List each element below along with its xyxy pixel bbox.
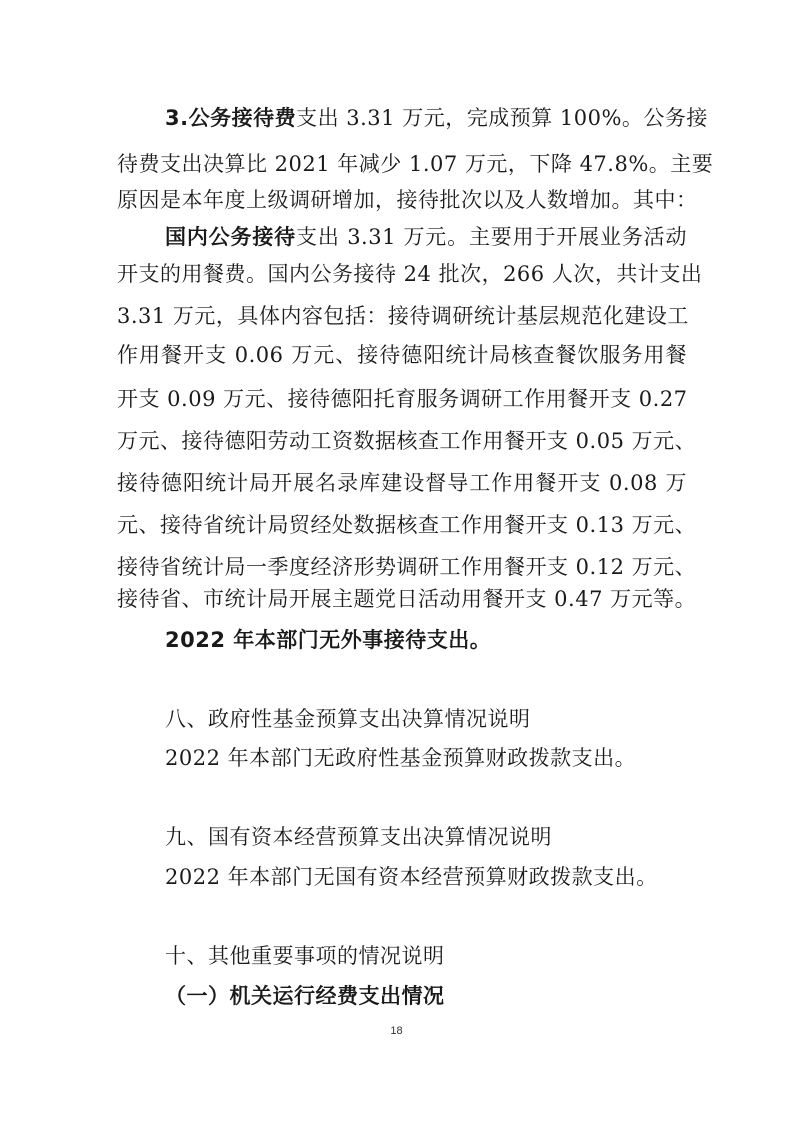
sec10-subheading: （一）机关运行经费支出情况 — [165, 984, 445, 1008]
domestic-line-5: 开支 0.09 万元、接待德阳托育服务调研工作用餐开支 0.27 — [117, 387, 688, 411]
domestic-line-1 — [165, 222, 687, 252]
domestic-line-3: 3.31 万元，具体内容包括：接待调研统计基层规范化建设工 — [117, 304, 689, 328]
sec3-line-2: 待费支出决算比 2021 年减少 1.07 万元，下降 47.8%。主要 — [117, 152, 714, 176]
sec3-line-3: 原因是本年度上级调研增加，接待批次以及人数增加。其中： — [117, 188, 698, 212]
sec3-line-1 — [165, 103, 708, 133]
domestic-line-2: 开支的用餐费。国内公务接待 24 批次，266 人次，共计支出 — [117, 262, 703, 286]
page-number: 18 — [390, 1025, 403, 1037]
sec8-heading: 八、政府性基金预算支出决算情况说明 — [165, 707, 531, 731]
domestic-line-8: 元、接待省统计局贸经处数据核查工作用餐开支 0.13 万元、 — [117, 513, 697, 537]
domestic-line-9: 接待省统计局一季度经济形势调研工作用餐开支 0.12 万元、 — [117, 555, 697, 579]
sec8-body: 2022 年本部门无政府性基金预算财政拨款支出。 — [165, 746, 637, 770]
sec10-heading: 十、其他重要事项的情况说明 — [165, 944, 445, 968]
domestic-line-10: 接待省、市统计局开展主题党日活动用餐开支 0.47 万元等。 — [117, 587, 697, 611]
domestic-lead: 国内公务接待 — [165, 225, 297, 249]
sec9-body: 2022 年本部门无国有资本经营预算财政拨款支出。 — [165, 865, 658, 889]
domestic-line-6: 万元、接待德阳劳动工资数据核查工作用餐开支 0.05 万元、 — [117, 429, 697, 453]
domestic-line-1-text: 支出 3.31 万元。主要用于开展业务活动 — [296, 225, 687, 249]
sec3-line-1-text: 支出 3.31 万元，完成预算 100%。公务接 — [296, 106, 708, 130]
domestic-line-7: 接待德阳统计局开展名录库建设督导工作用餐开支 0.08 万 — [117, 471, 687, 495]
domestic-line-4: 作用餐开支 0.06 万元、接待德阳统计局核查餐饮服务用餐 — [117, 343, 687, 367]
foreign-reception-statement: 2022 年本部门无外事接待支出。 — [165, 628, 492, 652]
sec9-heading: 九、国有资本经营预算支出决算情况说明 — [165, 825, 552, 849]
sec3-lead: 3.公务接待费 — [165, 106, 297, 130]
